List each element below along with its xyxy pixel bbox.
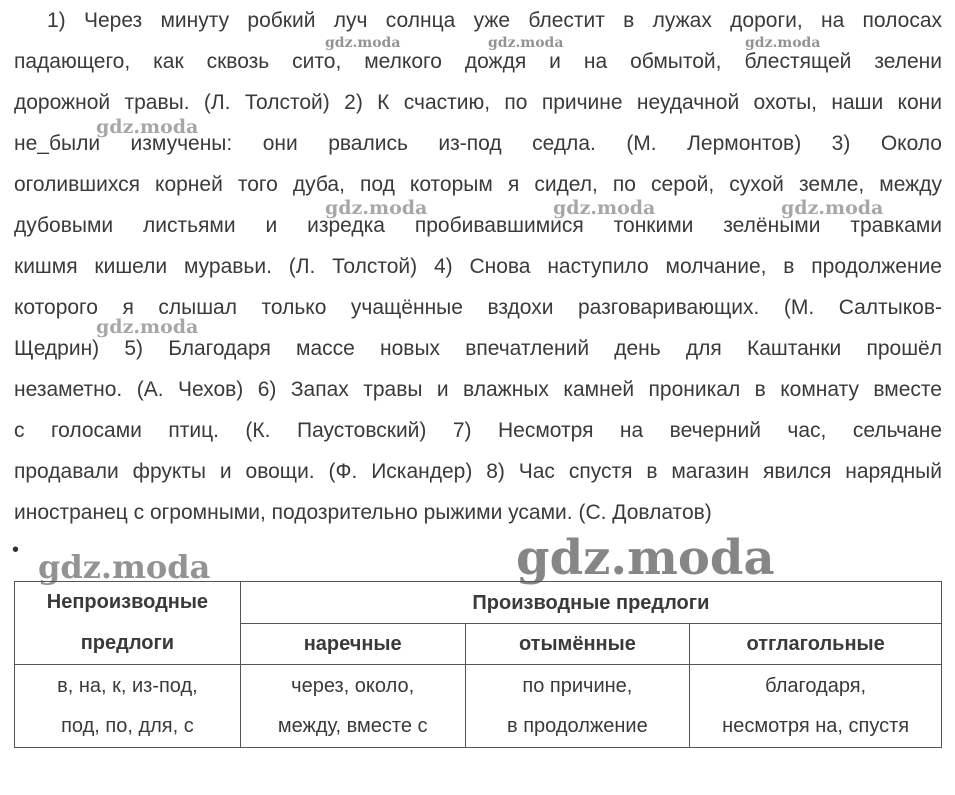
- header-non-derived: [15, 582, 241, 665]
- text-line: не_были измучены: они рвались из-под седла. (М. Лермонтов) 3) Около: [14, 132, 942, 155]
- header-non-derived-line1: Непроизводные: [46, 591, 209, 613]
- text-line: падающего, как сквозь сито, мелкого дождя и на обмытой, блестящей зелени: [14, 50, 942, 73]
- text-line: иностранец с огромными, подозрительно рыжими усами. (С. Довлатов): [14, 501, 712, 524]
- watermark: gdz.moda: [516, 530, 775, 586]
- cell-text: под, по, для, с: [61, 715, 194, 737]
- cell-text: несмотря на, спустя: [722, 715, 910, 737]
- cell-text: в продолжение: [507, 715, 648, 737]
- text-line: незаметно. (А. Чехов) 6) Запах травы и влажных камней проникал в комнату вместе: [14, 378, 942, 401]
- watermark: gdz.moda: [745, 35, 821, 51]
- text-line: Щедрин) 5) Благодаря массе новых впечатлений день для Каштанки прошёл: [14, 337, 942, 360]
- watermark: gdz.moda: [96, 116, 199, 138]
- cell-text: по причине,: [522, 675, 633, 697]
- header-adverbial: наречные: [240, 624, 465, 665]
- cell-deverbal: [690, 665, 942, 748]
- prepositions-table: [14, 581, 942, 748]
- watermark: gdz.moda: [325, 197, 428, 219]
- header-derived-group: Производные предлоги: [240, 582, 941, 624]
- cell-non-derived: [15, 665, 241, 748]
- watermark: gdz.moda: [38, 548, 211, 586]
- text-line: продавали фрукты и овощи. (Ф. Искандер) 8) Час спустя в магазин явился нарядный: [14, 460, 942, 483]
- watermark: gdz.moda: [96, 316, 199, 338]
- cell-adverbial: [240, 665, 465, 748]
- exercise-text: [14, 0, 942, 533]
- header-deverbal: отглагольные: [690, 624, 942, 665]
- text-line: 1) Через минуту робкий луч солнца уже блестит в лужах дороги, на полосах: [47, 9, 942, 32]
- cell-text: через, около,: [291, 675, 415, 697]
- watermark: gdz.moda: [488, 35, 564, 51]
- bullet-point: •: [12, 539, 20, 561]
- cell-denominal: [465, 665, 690, 748]
- watermark: gdz.moda: [781, 197, 884, 219]
- text-line: оголившихся корней того дуба, под которым я сидел, по серой, сухой земле, между: [14, 173, 942, 196]
- cell-text: между, вместе с: [277, 715, 428, 737]
- text-line: кишмя кишели муравьи. (Л. Толстой) 4) Снова наступило молчание, в продолжение: [14, 255, 942, 278]
- header-denominal: отымённые: [465, 624, 690, 665]
- watermark: gdz.moda: [325, 35, 401, 51]
- header-non-derived-line2: предлоги: [80, 632, 175, 654]
- cell-text: в, на, к, из-под,: [57, 675, 198, 697]
- text-line: которого я слышал только учащённые вздохи разговаривающих. (М. Салтыков-: [14, 296, 942, 319]
- text-line: с голосами птиц. (К. Паустовский) 7) Несмотря на вечерний час, сельчане: [14, 419, 942, 442]
- text-line: дорожной травы. (Л. Толстой) 2) К счастию, по причине неудачной охоты, наши кони: [14, 91, 942, 114]
- cell-text: благодаря,: [765, 675, 867, 697]
- text-line: дубовыми листьями и изредка пробивавшимися тонкими зелёными травками: [14, 214, 942, 237]
- watermark: gdz.moda: [553, 197, 656, 219]
